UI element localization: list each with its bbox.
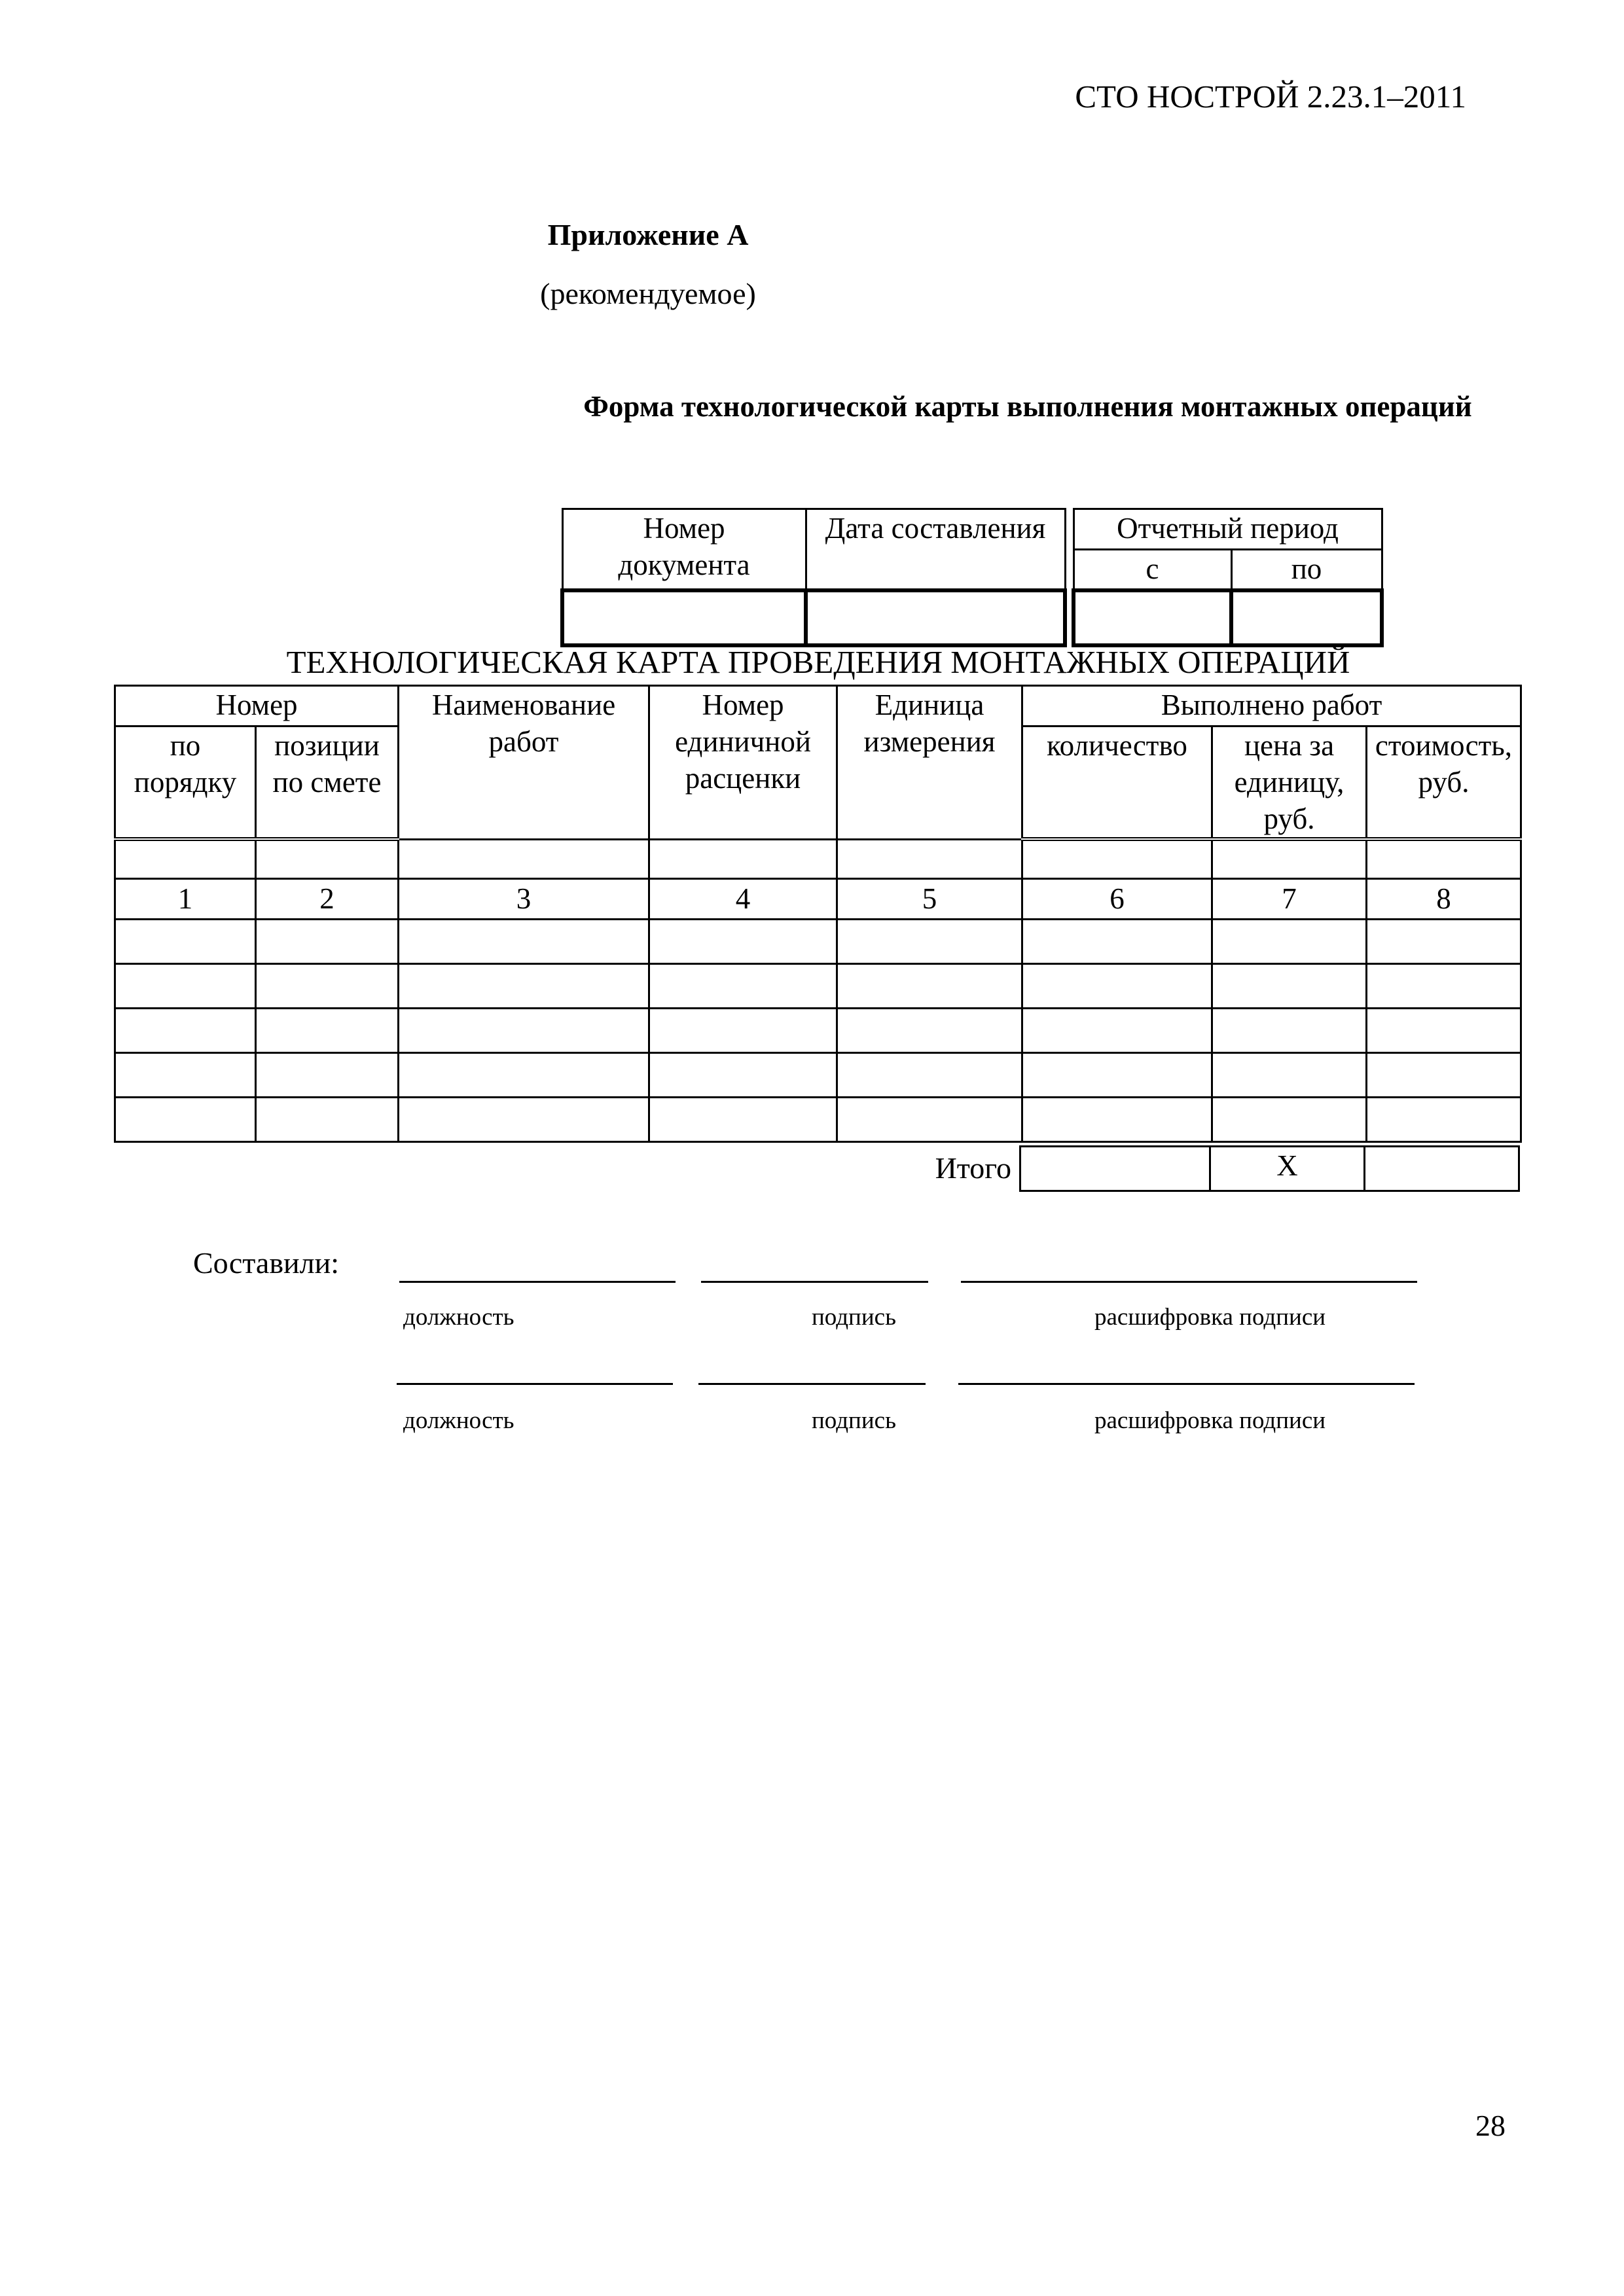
position-header: позиции по смете: [256, 726, 399, 840]
table-cell[interactable]: [399, 1008, 649, 1052]
table-row: [115, 1008, 1521, 1052]
table-cell[interactable]: [1212, 1008, 1367, 1052]
reporting-period-table: [1072, 508, 1384, 647]
table-cell[interactable]: [1022, 1008, 1212, 1052]
operations-table: [114, 685, 1522, 1143]
signature-caption: подпись: [812, 1407, 896, 1434]
column-number: 3: [399, 878, 649, 919]
table-cell[interactable]: [256, 1008, 399, 1052]
table-row: [115, 963, 1521, 1008]
table-cell[interactable]: [1367, 1097, 1521, 1141]
table-cell[interactable]: [256, 963, 399, 1008]
date-field[interactable]: [806, 590, 1065, 645]
period-from-field[interactable]: [1074, 590, 1231, 645]
column-number: 8: [1367, 878, 1521, 919]
total-label: Итого: [935, 1151, 1011, 1185]
table-cell[interactable]: [1212, 1052, 1367, 1097]
table-cell[interactable]: [115, 1097, 256, 1141]
table-cell[interactable]: [1367, 1008, 1521, 1052]
signature-line[interactable]: [701, 1281, 928, 1283]
table-cell[interactable]: [256, 1097, 399, 1141]
table-cell[interactable]: [1367, 919, 1521, 963]
appendix-subtitle: (рекомендуемое): [540, 277, 756, 310]
table-cell[interactable]: [399, 1052, 649, 1097]
cost-header: стоимость, руб.: [1367, 726, 1521, 840]
table-row: [115, 919, 1521, 963]
form-title: Форма технологической карты выполнения монтажных операций: [583, 390, 1472, 423]
column-number: 1: [115, 878, 256, 919]
table-cell[interactable]: [115, 839, 256, 878]
table-cell[interactable]: [1022, 839, 1212, 878]
table-cell[interactable]: [649, 919, 837, 963]
table-cell[interactable]: [649, 839, 837, 878]
document-info-table: [560, 508, 1067, 647]
table-cell[interactable]: [256, 839, 399, 878]
totals-table: [1019, 1145, 1520, 1192]
table-cell[interactable]: [399, 919, 649, 963]
table-cell[interactable]: [115, 963, 256, 1008]
page-number: 28: [1475, 2109, 1506, 2142]
number-group-header: Номер: [115, 686, 399, 726]
table-cell[interactable]: [1022, 1052, 1212, 1097]
rate-number-header: Номер единичной расценки: [649, 686, 837, 840]
period-to-header: по: [1231, 550, 1382, 590]
table-cell[interactable]: [115, 919, 256, 963]
table-cell[interactable]: [399, 963, 649, 1008]
table-cell[interactable]: [649, 1052, 837, 1097]
column-number: 6: [1022, 878, 1212, 919]
table-cell[interactable]: [1367, 839, 1521, 878]
column-number: 2: [256, 878, 399, 919]
position-caption: должность: [403, 1304, 514, 1331]
table-cell[interactable]: [1367, 963, 1521, 1008]
period-header: Отчетный период: [1074, 509, 1382, 550]
table-cell[interactable]: [1022, 1097, 1212, 1141]
signature-line[interactable]: [698, 1383, 926, 1385]
column-number: 7: [1212, 878, 1367, 919]
table-cell[interactable]: [115, 1052, 256, 1097]
quantity-header: количество: [1022, 726, 1212, 840]
table-cell[interactable]: [256, 1052, 399, 1097]
work-name-header: Наименование работ: [399, 686, 649, 840]
unit-price-header: цена за единицу, руб.: [1212, 726, 1367, 840]
table-cell[interactable]: [837, 919, 1022, 963]
document-number: СТО НОСТРОЙ 2.23.1–2011: [1075, 79, 1466, 115]
period-to-field[interactable]: [1231, 590, 1382, 645]
table-cell[interactable]: [1022, 963, 1212, 1008]
order-header: по порядку: [115, 726, 256, 840]
table-cell[interactable]: [1212, 919, 1367, 963]
table-cell[interactable]: [837, 963, 1022, 1008]
position-caption: должность: [403, 1407, 514, 1434]
table-cell[interactable]: [649, 1008, 837, 1052]
decode-line[interactable]: [958, 1383, 1415, 1385]
table-row: [115, 1097, 1521, 1141]
column-number: 4: [649, 878, 837, 919]
table-cell[interactable]: [649, 963, 837, 1008]
compiled-by-label: Составили:: [193, 1246, 340, 1280]
column-number-row: [115, 878, 1521, 919]
table-cell[interactable]: [1212, 1097, 1367, 1141]
table-cell[interactable]: [1212, 963, 1367, 1008]
table-cell[interactable]: [837, 1008, 1022, 1052]
table-cell[interactable]: [399, 839, 649, 878]
table-cell[interactable]: [1022, 919, 1212, 963]
table-cell[interactable]: [256, 919, 399, 963]
total-cost-cell[interactable]: [1365, 1147, 1519, 1191]
total-unit-price-cell: Х: [1210, 1147, 1365, 1191]
table-cell[interactable]: [837, 1052, 1022, 1097]
doc-number-field[interactable]: [562, 590, 806, 645]
doc-number-header: Номер документа: [562, 509, 806, 590]
decode-caption: расшифровка подписи: [1094, 1304, 1326, 1331]
position-line[interactable]: [397, 1383, 673, 1385]
table-cell[interactable]: [115, 1008, 256, 1052]
period-from-header: с: [1074, 550, 1231, 590]
table-cell[interactable]: [837, 839, 1022, 878]
appendix-title: Приложение А: [547, 218, 749, 251]
table-cell[interactable]: [1367, 1052, 1521, 1097]
table-cell[interactable]: [1212, 839, 1367, 878]
total-quantity-cell[interactable]: [1020, 1147, 1210, 1191]
table-row: [115, 1052, 1521, 1097]
table-cell[interactable]: [649, 1097, 837, 1141]
unit-header: Единица измерения: [837, 686, 1022, 840]
signature-caption: подпись: [812, 1304, 896, 1331]
map-title: ТЕХНОЛОГИЧЕСКАЯ КАРТА ПРОВЕДЕНИЯ МОНТАЖНЫХ ОПЕРАЦИЙ: [286, 644, 1350, 680]
done-group-header: Выполнено работ: [1022, 686, 1521, 726]
table-cell[interactable]: [837, 1097, 1022, 1141]
decode-line[interactable]: [961, 1281, 1417, 1283]
position-line[interactable]: [399, 1281, 676, 1283]
table-cell[interactable]: [399, 1097, 649, 1141]
decode-caption: расшифровка подписи: [1094, 1407, 1326, 1434]
date-header: Дата составления: [806, 509, 1065, 590]
column-number: 5: [837, 878, 1022, 919]
